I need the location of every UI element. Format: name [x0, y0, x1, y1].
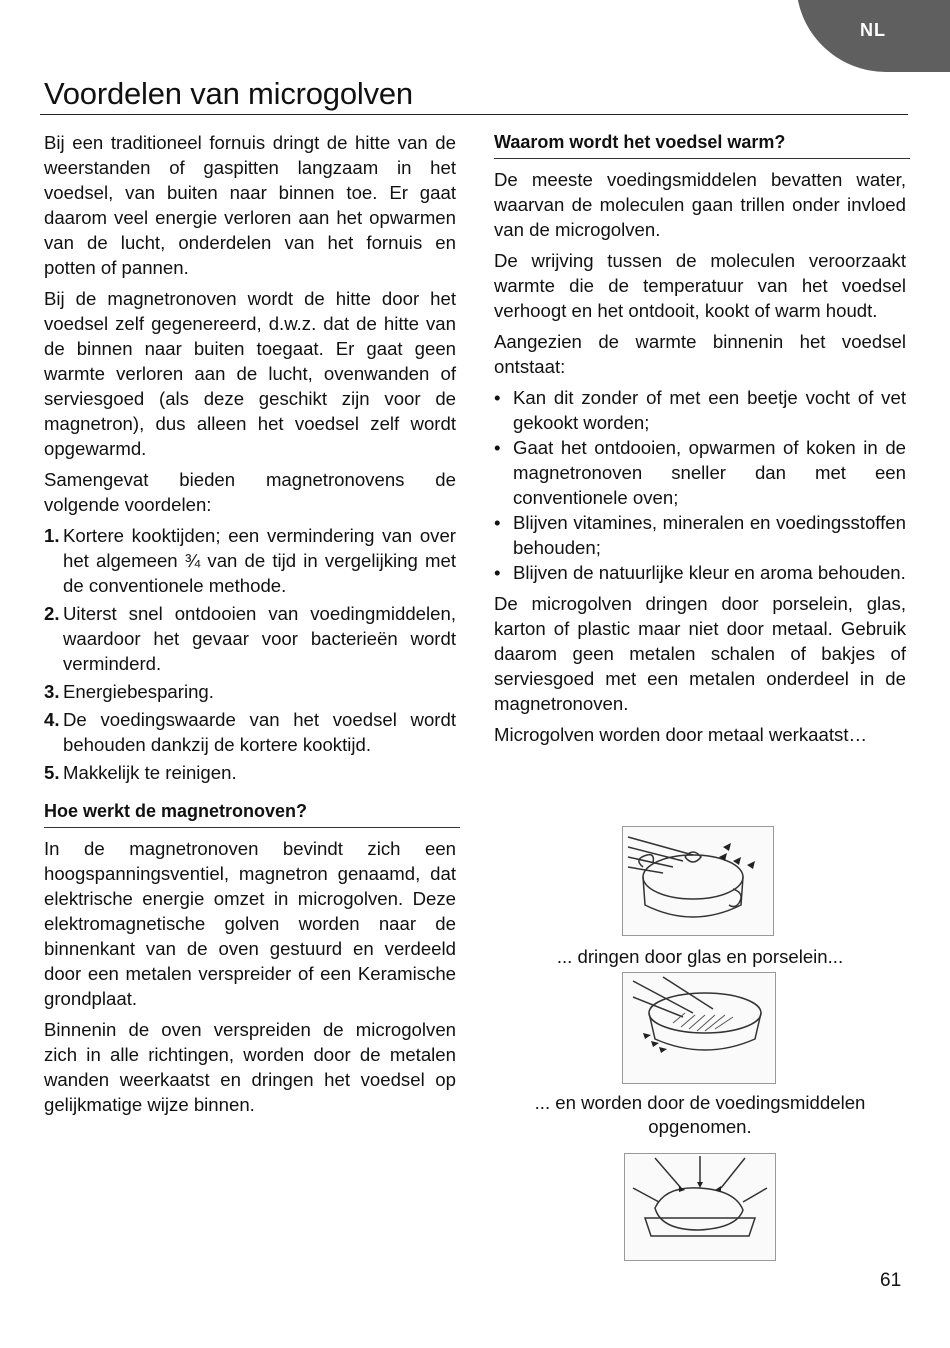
- advantage-item: [44, 760, 456, 785]
- bullet-item: • Kan dit zonder of met een beetje vocht of vet gekookt worden;: [494, 385, 906, 435]
- why-paragraph: Aangezien de warmte binnenin het voedsel ontstaat:: [494, 331, 906, 377]
- advantages-list: [44, 523, 456, 785]
- section-heading: Hoe werkt de magnetronoven?: [44, 799, 460, 828]
- food-illustration: [625, 1154, 775, 1260]
- figure-glass-dish: [622, 972, 776, 1084]
- bullet-item: • Blijven vitamines, mineralen en voedingsstoffen behouden;: [494, 510, 906, 560]
- page-number: 61: [880, 1270, 902, 1291]
- item-text: Makkelijk te reinigen.: [63, 762, 237, 783]
- advantage-item: [44, 601, 456, 676]
- page-title: Voordelen van microgolven: [44, 76, 413, 111]
- figure-caption: ... dringen door glas en porselein...: [556, 946, 844, 967]
- right-column: [494, 130, 906, 753]
- item-text: Kortere kooktijden; een vermindering van over het algemeen ¾ van de tijd in vergelijking met de conventionele methode.: [63, 525, 456, 596]
- figure-food: [624, 1153, 776, 1261]
- item-text: De voedingswaarde van het voedsel wordt behouden dankzij de kortere kooktijd.: [63, 709, 456, 755]
- after-paragraph: Microgolven worden door metaal werkaatst…: [494, 724, 868, 745]
- glass-dish-illustration: [623, 973, 775, 1083]
- intro-paragraph: Bij een traditioneel fornuis dringt de hitte van de weerstanden of gaspitten langzaam in het voedsel, van buiten naar binnen toe. Er gaat daarom veel energie verloren aan het opwarmen van de lucht, onderdelen van het fornuis en potten of pannen.: [44, 132, 456, 278]
- title-divider: [40, 114, 908, 115]
- benefits-list: [494, 385, 906, 585]
- item-number: 1.: [44, 525, 60, 546]
- item-number: 3.: [44, 681, 60, 702]
- metal-pot-illustration: [623, 827, 773, 935]
- after-paragraph: De microgolven dringen door porselein, glas, karton of plastic maar niet door metaal. Gebruik daarom geen metalen schalen of bakjes of serviesgoed met een metalen onderdeel in de magnetronoven.: [494, 593, 906, 714]
- item-number: 2.: [44, 603, 60, 624]
- intro-paragraph: Bij de magnetronoven wordt de hitte door het voedsel zelf gegenereerd, d.w.z. dat de hitte van de binnen naar buiten toegaat. Er gaat geen warmte verloren aan de lucht, ovenwanden of serviesgoed (als deze geschikt zijn voor de magnetron), dus alleen het voedsel zelf wordt opgewarmd.: [44, 288, 456, 459]
- intro-paragraph: Samengevat bieden magnetronovens de volgende voordelen:: [44, 469, 456, 515]
- how-paragraph: Binnenin de oven verspreiden de microgolven zich in alle richtingen, worden door de metalen wanden weerkaatst en dringen het voedsel op gelijkmatige wijze binnen.: [44, 1019, 456, 1115]
- bullet-item: • Gaat het ontdooien, opwarmen of koken in de magnetronoven sneller dan met een conventionele oven;: [494, 435, 906, 510]
- why-paragraph: De wrijving tussen de moleculen veroorzaakt warmte die de temperatuur van het voedsel verhoogt en het ontdooit, kookt of warm houdt.: [494, 250, 906, 321]
- advantage-item: [44, 679, 456, 704]
- how-paragraph: In de magnetronoven bevindt zich een hoogspanningsventiel, magnetron genaamd, dat elektrische energie omzet in microgolven. Deze elektromagnetische golven worden naar de binnenkant van de oven gestuurd en verdeeld door een metalen verspreider of een Keramische grondplaat.: [44, 838, 456, 1009]
- section-heading: Waarom wordt het voedsel warm?: [494, 130, 910, 159]
- bullet-item: • Blijven de natuurlijke kleur en aroma behouden.: [494, 560, 906, 585]
- item-number: 4.: [44, 709, 60, 730]
- why-paragraph: De meeste voedingsmiddelen bevatten water, waarvan de moleculen gaan trillen onder invloed van de microgolven.: [494, 169, 906, 240]
- item-text: Uiterst snel ontdooien van voedingmiddelen, waardoor het gevaar voor bacterieën wordt verminderd.: [63, 603, 456, 674]
- item-number: 5.: [44, 762, 60, 783]
- language-code: NL: [860, 20, 886, 40]
- advantage-item: [44, 707, 456, 757]
- item-text: Energiebesparing.: [63, 681, 214, 702]
- figure-metal-pot: [622, 826, 774, 936]
- figure-caption: ... en worden door de voedingsmiddelen opgenomen.: [534, 1092, 866, 1137]
- left-column: [44, 130, 456, 1123]
- advantage-item: [44, 523, 456, 598]
- language-tab: [796, 0, 950, 72]
